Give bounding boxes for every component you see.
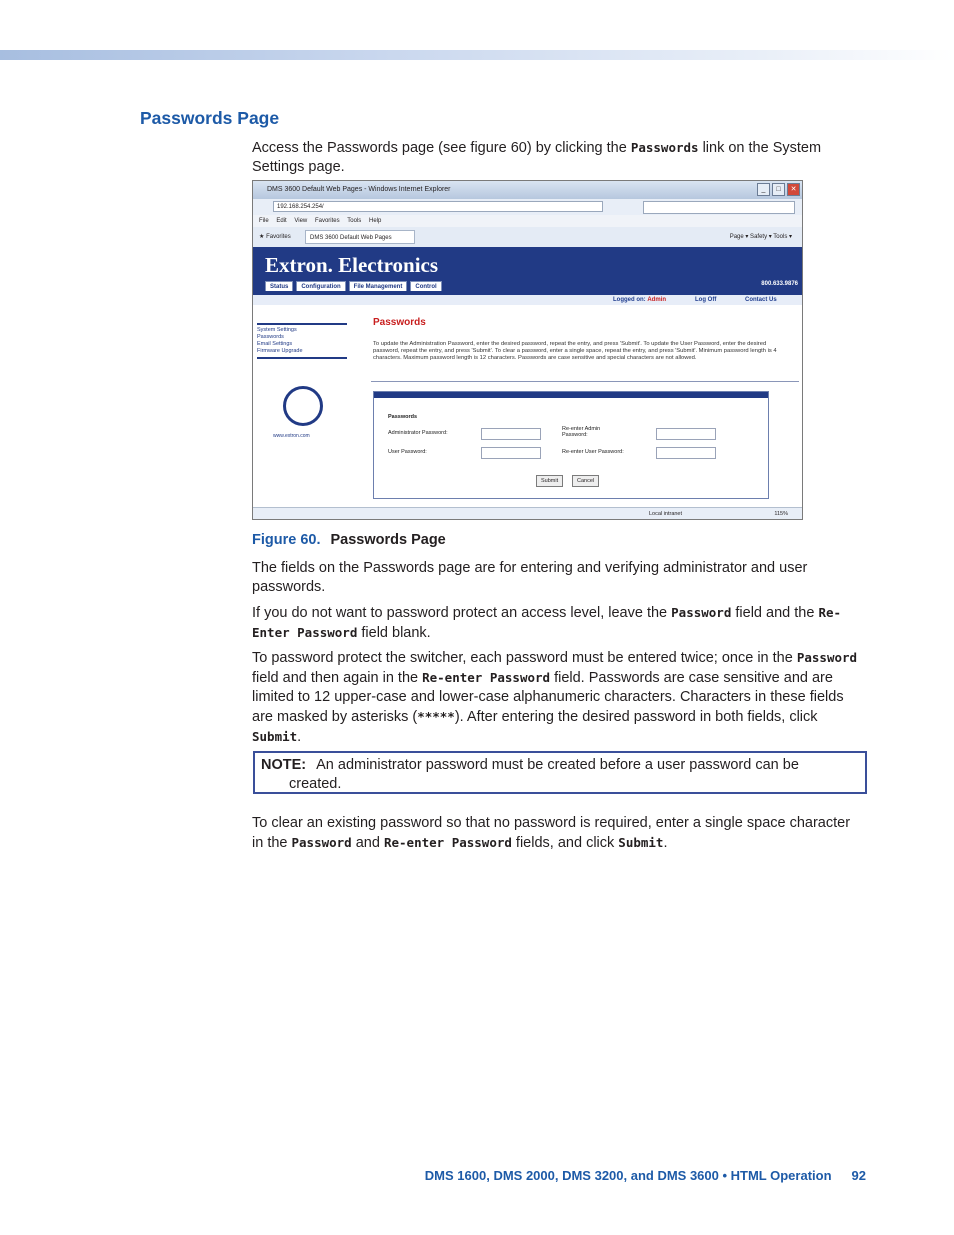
p3-text-1: To password protect the switcher, each password must be entered twice; once in the [252,650,797,666]
p2-text-2: field and the [731,605,819,621]
reenter-admin-label: Re-enter Admin Password: [562,426,601,438]
p3-keyword-2: Re-enter Password [422,670,551,685]
section-title: Passwords Page [140,108,280,128]
extron-nav-tabs [265,281,442,291]
submit-button[interactable]: Submit [536,475,563,487]
menu-help[interactable]: Help [368,218,382,224]
menu-favorites[interactable]: Favorites [314,218,340,224]
p4-text-3: fields, and click [511,835,619,851]
logged-on-status [613,295,666,305]
extron-subbar [253,295,802,305]
maximize-icon[interactable]: □ [772,183,785,196]
p4-keyword-2: Re-enter Password [383,835,512,850]
zoom-level[interactable]: 115% [774,511,788,517]
p4-text-2: and [351,835,384,851]
reenter-admin-field[interactable] [656,428,716,440]
admin-password-field[interactable] [481,428,541,440]
passwords-form [373,391,769,499]
menu-tools[interactable]: Tools [347,218,362,224]
extron-logo: Extron. Electronics [265,253,439,277]
note-text-2: created. [289,776,342,792]
p4-text-4: . [663,835,668,851]
note-label: NOTE: [261,757,307,773]
tab-control[interactable]: Control [410,281,441,291]
note-text-1: An administrator password must be created before a user password can be [316,757,799,773]
admin-password-label: Administrator Password: [388,430,448,436]
p3-keyword-4: Submit [252,729,298,744]
browser-tab[interactable]: DMS 3600 Default Web Pages [305,230,415,244]
browser-search-input[interactable] [643,201,795,214]
menu-view[interactable]: View [294,218,308,224]
page-number: 92 [851,1168,866,1183]
extron-sidebar [257,321,347,361]
reenter-user-field[interactable] [656,447,716,459]
form-heading: Passwords [388,414,418,420]
p3-text-5: . [297,729,302,745]
logged-on-label: Logged on: [613,297,646,303]
browser-tools[interactable]: Page ▾ Safety ▾ Tools ▾ [729,234,792,240]
figure-screenshot [252,180,803,520]
p3-keyword-1: Password [796,650,858,665]
p2-keyword-2: Re-Enter Password [252,605,842,640]
p3-text-4: ). After entering the desired password in both fields, click [454,709,818,725]
browser-address-bar [253,199,802,215]
tab-status[interactable]: Status [265,281,293,291]
tab-configuration[interactable]: Configuration [296,281,345,291]
passwords-instructions: To update the Administration Password, enter the desired password, repeat the entry, and press 'Submit'. To update the User Password, enter the desired password, repeat the entry, and press 'Submit'. To clear a password, enter a single space, repeat the entry, and press 'Submit'. Minimum password length is 4 characters. Maximum password length is 12 characters. Passwords are case sensitive and special characters are not allowed. [373,341,777,361]
page-footer [425,1168,866,1183]
note-box [253,751,867,794]
browser-title-bar [253,181,802,199]
sidebar-item-system-settings[interactable]: System Settings [257,327,297,333]
p3-keyword-3: ***** [417,709,455,724]
paragraph-3 [252,648,862,747]
security-zone: Local intranet [649,511,683,517]
figure-number: Figure 60. [252,532,321,548]
favorites-star-icon[interactable]: ★ [259,234,265,240]
extron-phone: 800.633.9876 [761,281,798,287]
p4-keyword-3: Submit [618,835,664,850]
p2-keyword-1: Password [671,605,732,620]
paragraph-4 [252,814,862,853]
sidebar-item-email-settings[interactable]: Email Settings [257,341,293,347]
tab-file-management[interactable]: File Management [349,281,408,291]
footer-text: DMS 1600, DMS 2000, DMS 3200, and DMS 3600 • HTML Operation [424,1168,832,1183]
passwords-page-title: Passwords [373,317,426,328]
menu-file[interactable]: File [259,218,269,224]
intro-text-1: Access the Passwords page (see figure 60) by clicking the [252,140,631,156]
browser-menu-bar [253,215,802,227]
paragraph-1-text: The fields on the Passwords page are for entering and verifying administrator and user passwords. [252,560,808,595]
paragraph-1 [252,559,862,597]
extron-url[interactable]: www.extron.com [273,433,310,439]
intro-paragraph [252,138,862,177]
log-off-link[interactable]: Log Off [695,297,717,303]
divider [371,381,799,382]
p4-keyword-1: Password [291,835,352,850]
p4-text-1: To clear an existing password so that no password is required, enter a single space character in the [252,815,851,851]
user-password-field[interactable] [481,447,541,459]
sidebar-item-firmware-upgrade[interactable]: Firmware Upgrade [257,348,303,354]
paragraph-2 [252,603,862,643]
p3-text-2: field and then again in the [252,670,423,686]
extron-seal-icon [283,386,323,426]
intro-keyword: Passwords [630,140,699,155]
p2-text-1: If you do not want to password protect an access level, leave the [252,605,672,621]
browser-window-title: DMS 3600 Default Web Pages - Windows Internet Explorer [267,186,451,193]
figure-title: Passwords Page [330,532,446,548]
browser-status-bar [253,507,802,520]
close-icon[interactable]: ✕ [787,183,800,196]
user-password-label: User Password: [388,449,427,455]
contact-us-link[interactable]: Contact Us [745,297,777,303]
p3-text-3: field. Passwords are case sensitive and are limited to 12 upper-case and lower-case alphanumeric characters. Characters in these fields are masked by asterisks ( [252,670,844,725]
logged-on-user: Admin [647,297,667,303]
sidebar-item-passwords[interactable]: Passwords [257,334,284,340]
minimize-icon[interactable]: _ [757,183,770,196]
menu-edit[interactable]: Edit [276,218,287,224]
figure-caption [252,532,446,548]
p2-text-3: field blank. [357,625,431,641]
favorites-label[interactable]: Favorites [266,234,291,240]
header-gradient-bar [0,50,954,60]
address-input[interactable]: 192.168.254.254/ [273,201,603,212]
cancel-button[interactable]: Cancel [572,475,599,487]
intro-text-2: link on the System Settings page. [252,140,822,175]
browser-favorites-bar [253,227,802,248]
reenter-user-label: Re-enter User Password: [562,449,624,455]
